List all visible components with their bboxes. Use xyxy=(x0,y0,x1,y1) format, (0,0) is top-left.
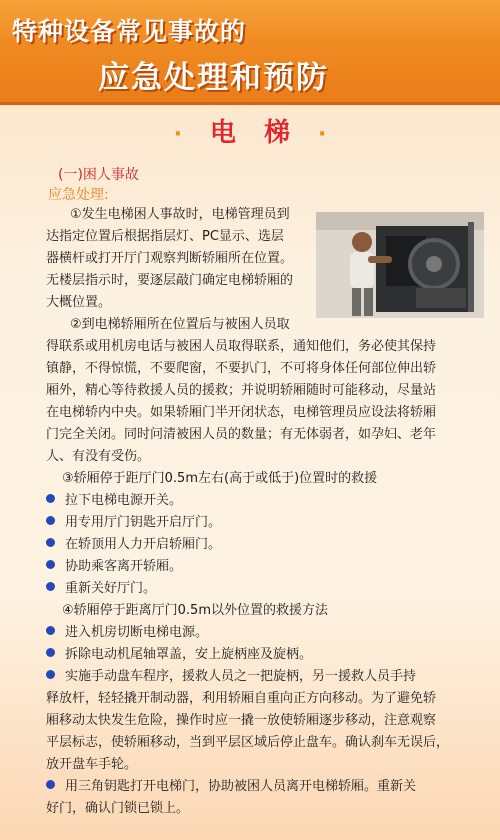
elevator-machine-photo xyxy=(316,212,484,318)
bullet-dot-icon xyxy=(46,560,55,569)
bullet-dot-icon xyxy=(46,670,55,679)
bullet-text: 进入机房切断电梯电源。 xyxy=(65,625,209,640)
accident-heading: (一)困人事故 xyxy=(58,167,139,183)
bullet-dot-icon xyxy=(46,626,55,635)
bullet-text: 协助乘客离开轿厢。 xyxy=(65,559,183,574)
p2-line7: 人、有没有受伤。 xyxy=(46,449,151,464)
bullet-text: 在轿顶用人力开启轿厢门。 xyxy=(65,537,222,552)
bullet-text: 用三角钥匙打开电梯门，协助被困人员离开电梯轿厢。重新关 xyxy=(65,779,417,794)
p2-line2: 得联系或用机房电话与被困人员取得联系，通知他们，务必使其保持 xyxy=(46,339,437,354)
bullet-item xyxy=(46,622,208,644)
bullet-dot-icon xyxy=(46,516,55,525)
p2-line1: ②到电梯轿厢所在位置后与被困人员取 xyxy=(70,317,290,332)
section-dot-left: · xyxy=(173,122,182,147)
b8-line4: 平层标志，使轿厢移动，当到平层区域后停止盘车。确认刹车无误后， xyxy=(46,735,450,750)
bullet-item xyxy=(46,512,221,534)
bullet-text: 拉下电梯电源开关。 xyxy=(65,493,183,508)
bullet-item xyxy=(46,666,416,688)
bullet-item xyxy=(46,490,182,512)
bullet-text: 重新关好厅门。 xyxy=(65,581,157,596)
bullet-dot-icon xyxy=(46,538,55,547)
section-title xyxy=(0,112,500,149)
header-title-line2: 应急处理和预防 xyxy=(98,60,329,96)
b8-line3: 厢移动太快发生危险，操作时应一撬一放使轿厢逐步移动，注意观察 xyxy=(46,713,437,728)
bullet-text: 实施手动盘车程序，援救人员之一把旋柄，另一援救人员手持 xyxy=(65,669,417,684)
section-title-text: 电梯 xyxy=(209,118,318,148)
b8-line2: 释放杆，轻轻撬开制动器，利用轿厢自重向正方向移动。为了避免轿 xyxy=(46,691,437,706)
p1-line1: ①发生电梯困人事故时，电梯管理员到 xyxy=(70,207,290,222)
p1-line3: 器横杆或打开厅门观察判断轿厢所在位置。 xyxy=(46,251,294,266)
bullet-text: 用专用厅门钥匙开启厅门。 xyxy=(65,515,222,530)
b8-line5: 放开盘车手轮。 xyxy=(46,757,138,772)
photo-illustration xyxy=(316,212,484,318)
p2-line4: 厢外，精心等待救援人员的援救；并说明轿厢随时可能移动，尽量站 xyxy=(46,383,437,398)
p2-line5: 在电梯轿内中央。如果轿厢门半开闭状态，电梯管理员应设法将轿厢 xyxy=(46,405,437,420)
p1-line2: 达指定位置后根据指层灯、PC显示、选层 xyxy=(46,229,284,244)
p1-line5: 大概位置。 xyxy=(46,295,112,310)
p1-line4: 无楼层指示时，要逐层敲门确定电梯轿厢的 xyxy=(46,273,294,288)
bullet-item xyxy=(46,556,182,578)
b9-line2: 好门，确认门锁已锁上。 xyxy=(46,801,190,816)
header-title-line1: 特种设备常见事故的 xyxy=(12,17,247,46)
handling-heading: 应急处理: xyxy=(48,187,109,203)
bullet-item xyxy=(46,644,312,666)
bullet-dot-icon xyxy=(46,582,55,591)
bullet-text: 拆除电动机尾轴罩盖，安上旋柄座及旋柄。 xyxy=(65,647,313,662)
header-banner xyxy=(0,0,500,105)
bullet-item xyxy=(46,534,221,556)
bullet-dot-icon xyxy=(46,494,55,503)
p3-heading: ③轿厢停于距厅门0.5m左右(高于或低于)位置时的救援 xyxy=(62,471,378,486)
bullet-item xyxy=(46,578,156,600)
bullet-dot-icon xyxy=(46,648,55,657)
p2-line6: 门完全关闭。同时问清被困人员的数量；有无体弱者，如孕妇、老年 xyxy=(46,427,437,442)
bullet-dot-icon xyxy=(46,780,55,789)
section-dot-right: · xyxy=(318,122,327,147)
bullet-item xyxy=(46,776,416,798)
p2-line3: 镇静，不得惊慌，不要爬窗，不要扒门，不可将身体任何部位伸出轿 xyxy=(46,361,437,376)
p4-heading: ④轿厢停于距离厅门0.5m以外位置的救援方法 xyxy=(62,603,328,618)
